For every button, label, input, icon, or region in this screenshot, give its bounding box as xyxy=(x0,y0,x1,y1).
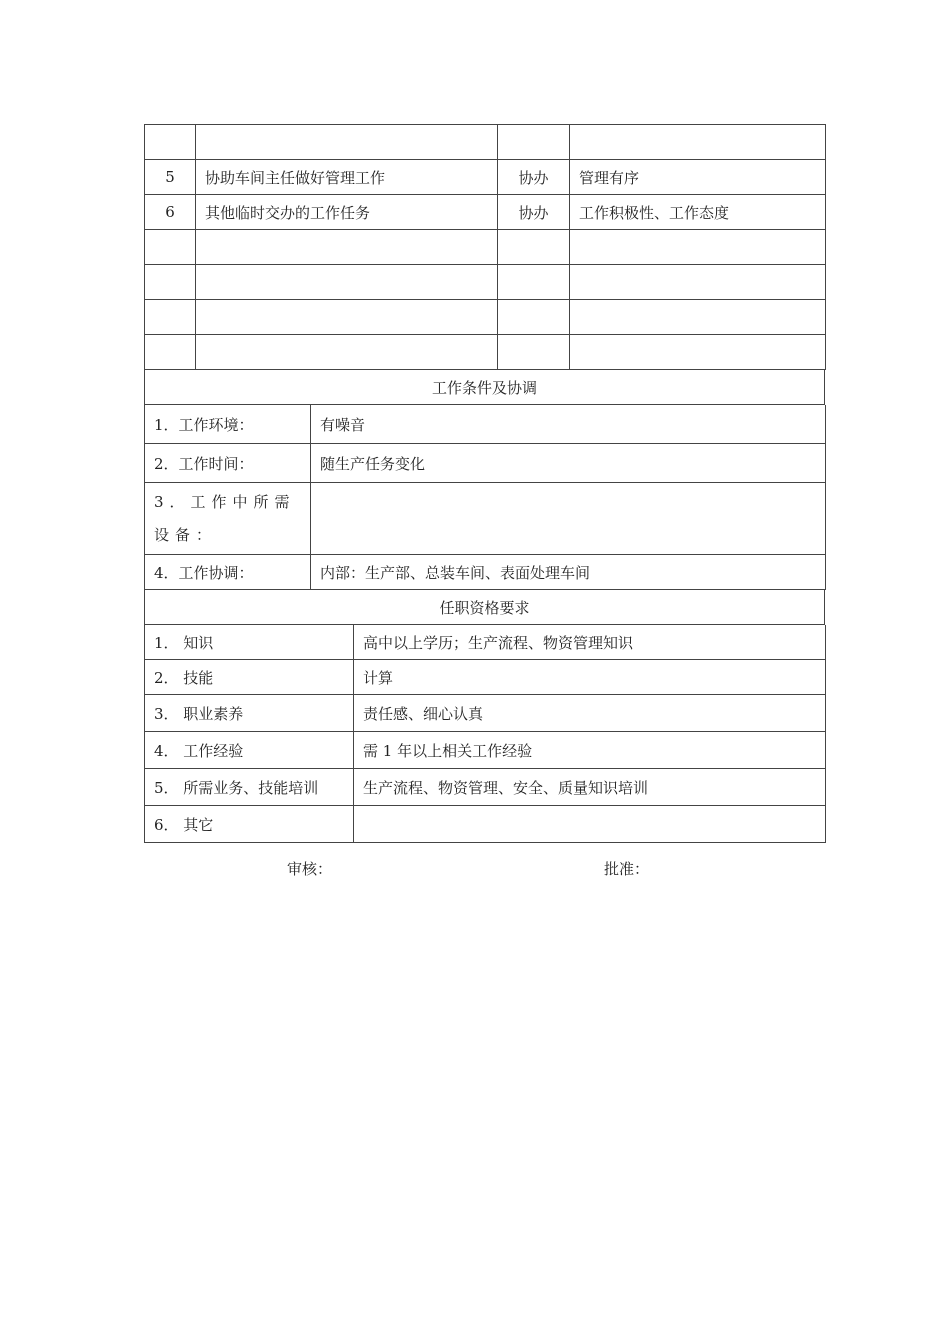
review-label: 审核： xyxy=(287,860,333,878)
duty-standard: 工作积极性、工作态度 xyxy=(570,195,826,230)
condition-value: 有噪音 xyxy=(311,405,826,444)
qualification-label: 4． 工作经验 xyxy=(145,732,354,769)
duty-row xyxy=(145,195,826,230)
conditions-header-table xyxy=(144,370,825,405)
duty-content xyxy=(196,335,498,370)
duty-content xyxy=(196,265,498,300)
duty-row xyxy=(145,230,826,265)
job-description-sheet xyxy=(144,124,825,843)
duty-content: 协助车间主任做好管理工作 xyxy=(196,160,498,195)
qualification-row xyxy=(145,769,826,806)
duty-role xyxy=(498,125,570,160)
duty-role xyxy=(498,300,570,335)
qualifications-title: 任职资格要求 xyxy=(145,590,825,625)
duty-number xyxy=(145,265,196,300)
condition-value: 随生产任务变化 xyxy=(311,444,826,483)
qualifications-header-table xyxy=(144,590,825,625)
duty-standard xyxy=(570,230,826,265)
condition-value: 内部：生产部、总装车间、表面处理车间 xyxy=(311,555,826,590)
duty-content xyxy=(196,125,498,160)
condition-label: 4．工作协调： xyxy=(145,555,311,590)
qualification-label: 3． 职业素养 xyxy=(145,695,354,732)
qualifications-table xyxy=(144,625,826,843)
duty-number xyxy=(145,335,196,370)
duty-row xyxy=(145,300,826,335)
condition-label: 1．工作环境： xyxy=(145,405,311,444)
qualification-label: 2． 技能 xyxy=(145,660,354,695)
duty-row xyxy=(145,335,826,370)
qualification-value: 需 1 年以上相关工作经验 xyxy=(354,732,826,769)
qualification-value: 责任感、细心认真 xyxy=(354,695,826,732)
duty-role xyxy=(498,265,570,300)
duty-number xyxy=(145,125,196,160)
conditions-row xyxy=(145,405,826,444)
duty-number: 5 xyxy=(145,160,196,195)
approve-label: 批准： xyxy=(604,860,650,878)
duty-row xyxy=(145,265,826,300)
signature-footer xyxy=(0,858,950,878)
duty-number xyxy=(145,300,196,335)
qualification-label: 1． 知识 xyxy=(145,625,354,660)
duty-content: 其他临时交办的工作任务 xyxy=(196,195,498,230)
conditions-row xyxy=(145,483,826,555)
duty-number: 6 xyxy=(145,195,196,230)
duty-standard xyxy=(570,125,826,160)
duty-standard xyxy=(570,335,826,370)
qualification-label: 5． 所需业务、技能培训 xyxy=(145,769,354,806)
duty-row xyxy=(145,160,826,195)
qualification-row xyxy=(145,625,826,660)
qualification-row xyxy=(145,806,826,843)
condition-value xyxy=(311,483,826,555)
duty-role: 协办 xyxy=(498,160,570,195)
duty-role xyxy=(498,335,570,370)
condition-label: 2．工作时间： xyxy=(145,444,311,483)
duty-number xyxy=(145,230,196,265)
qualification-row xyxy=(145,660,826,695)
qualification-value xyxy=(354,806,826,843)
duty-role: 协办 xyxy=(498,195,570,230)
duty-standard xyxy=(570,265,826,300)
conditions-row xyxy=(145,555,826,590)
qualification-value: 计算 xyxy=(354,660,826,695)
duty-row xyxy=(145,125,826,160)
duties-table xyxy=(144,124,826,370)
conditions-row xyxy=(145,444,826,483)
qualification-label: 6． 其它 xyxy=(145,806,354,843)
qualification-value: 高中以上学历；生产流程、物资管理知识 xyxy=(354,625,826,660)
qualification-row xyxy=(145,695,826,732)
duty-standard xyxy=(570,300,826,335)
conditions-table xyxy=(144,405,826,590)
duty-content xyxy=(196,230,498,265)
conditions-title: 工作条件及协调 xyxy=(145,370,825,405)
qualification-row xyxy=(145,732,826,769)
condition-label: 3．工作中所需设备： xyxy=(145,483,311,555)
duty-standard: 管理有序 xyxy=(570,160,826,195)
qualification-value: 生产流程、物资管理、安全、质量知识培训 xyxy=(354,769,826,806)
duty-role xyxy=(498,230,570,265)
duty-content xyxy=(196,300,498,335)
